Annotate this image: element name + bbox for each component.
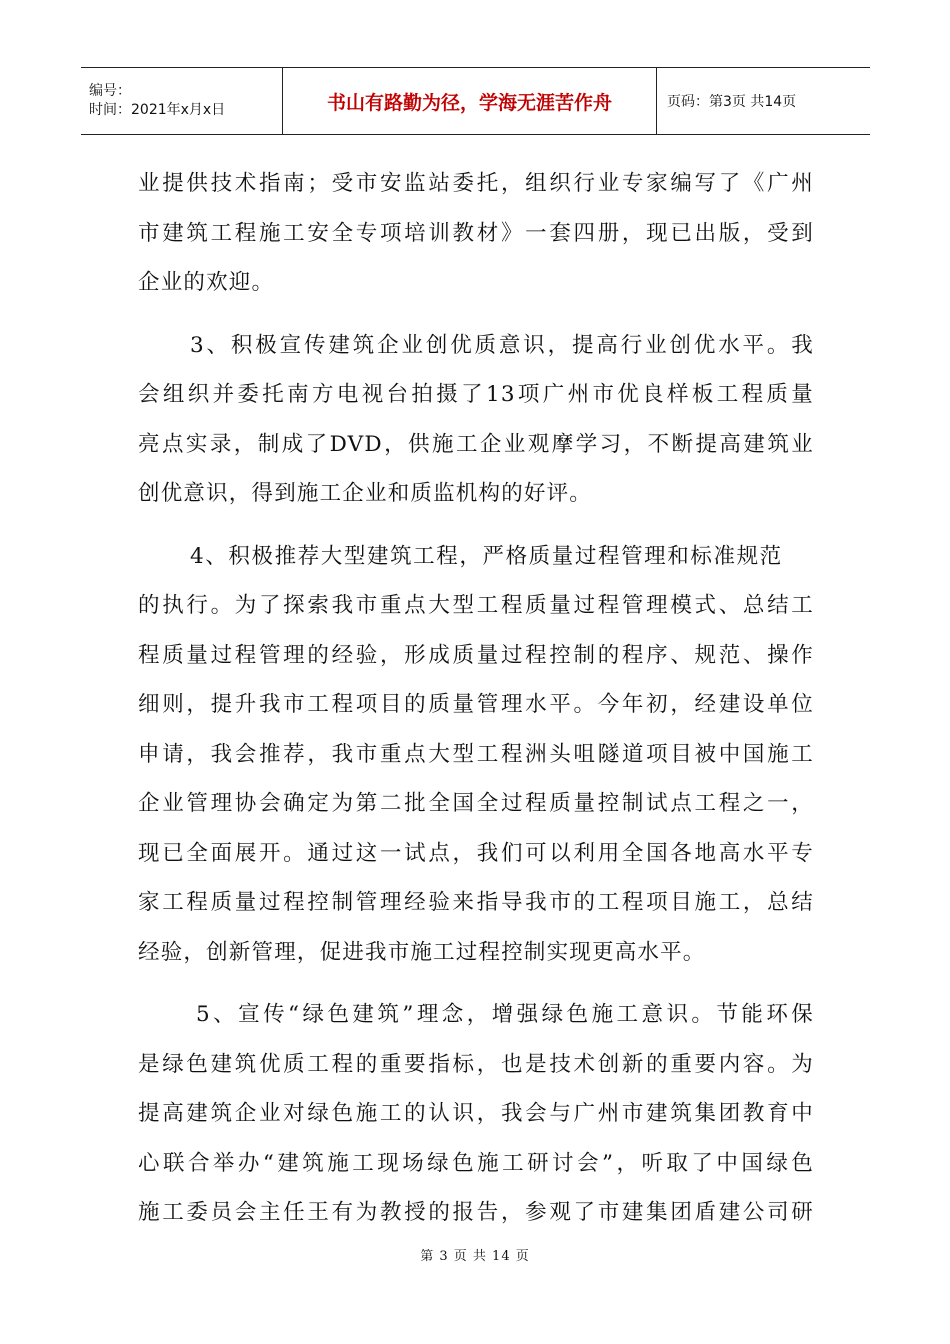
page-footer: 第 3 页 共 14 页 bbox=[420, 1249, 530, 1264]
body-line: 施工委员会主任王有为教授的报告，参观了市建集团盾建公司研 bbox=[138, 1200, 814, 1225]
body-line: 4、积极推荐大型建筑工程，严格质量过程管理和标准规范 bbox=[190, 543, 783, 569]
body-line: 3、积极宣传建筑企业创优质意识，提高行业创优水平。我 bbox=[190, 332, 814, 358]
body-line: 的执行。为了探索我市重点大型工程质量过程管理模式、总结工 bbox=[138, 593, 814, 618]
body-line: 企业管理协会确定为第二批全国全过程质量控制试点工程之一， bbox=[138, 791, 814, 816]
body-line: 企业的欢迎。 bbox=[138, 270, 275, 295]
body-line: 提高建筑企业对绿色施工的认识，我会与广州市建筑集团教育中 bbox=[138, 1101, 814, 1126]
body-line: 程质量过程管理的经验，形成质量过程控制的程序、规范、操作 bbox=[138, 642, 814, 668]
header-page-info: 页码：第3页 共14页 bbox=[667, 94, 797, 110]
body-line: 申请，我会推荐，我市重点大型工程洲头咀隧道项目被中国施工 bbox=[138, 741, 814, 767]
document-time-label: 时间：2021年x月x日 bbox=[89, 102, 226, 118]
header-meta bbox=[81, 68, 282, 134]
body-line: 现已全面展开。通过这一试点，我们可以利用全国各地高水平专 bbox=[138, 840, 814, 866]
body-line: 业提供技术指南；受市安监站委托，组织行业专家编写了《广州 bbox=[138, 171, 814, 196]
body-line: 是绿色建筑优质工程的重要指标，也是技术创新的重要内容。为 bbox=[138, 1051, 814, 1077]
body-line: 5、宣传“绿色建筑”理念，增强绿色施工意识。节能环保 bbox=[196, 1002, 814, 1027]
document-body bbox=[138, 164, 814, 1243]
header-motto: 书山有路勤为径，学海无涯苦作舟 bbox=[282, 68, 657, 134]
body-line: 市建筑工程施工安全专项培训教材》一套四册，现已出版，受到 bbox=[138, 220, 814, 246]
document-number-label: 编号： bbox=[89, 83, 131, 99]
body-line: 心联合举办“建筑施工现场绿色施工研讨会”，听取了中国绿色 bbox=[138, 1150, 814, 1176]
body-line: 亮点实录，制成了DVD，供施工企业观摩学习，不断提高建筑业 bbox=[138, 431, 814, 457]
body-line: 细则，提升我市工程项目的质量管理水平。今年初，经建设单位 bbox=[138, 692, 814, 717]
body-line: 家工程质量过程控制管理经验来指导我市的工程项目施工，总结 bbox=[138, 890, 814, 915]
body-line: 会组织并委托南方电视台拍摄了13项广州市优良样板工程质量 bbox=[138, 382, 814, 407]
body-line: 经验，创新管理，促进我市施工过程控制实现更高水平。 bbox=[138, 939, 706, 965]
body-line: 创优意识，得到施工企业和质监机构的好评。 bbox=[138, 481, 593, 506]
page-header bbox=[81, 67, 870, 135]
